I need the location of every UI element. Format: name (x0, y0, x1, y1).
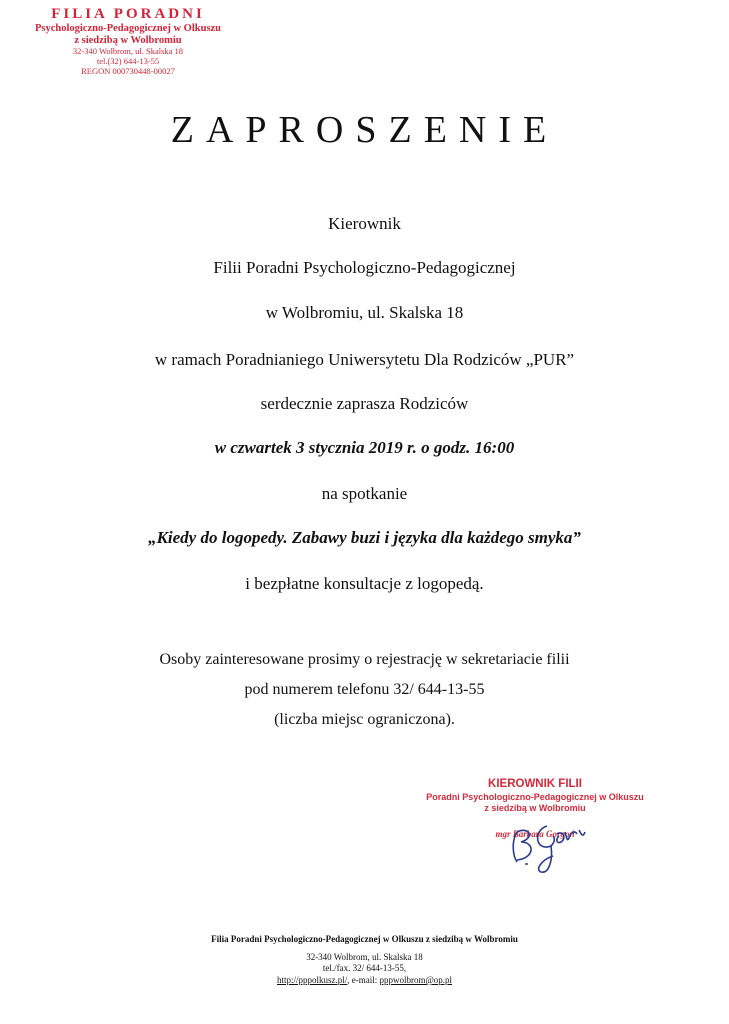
registration-line: Osoby zainteresowane prosimy o rejestrację w sekretariacie filii (159, 651, 570, 668)
stamp-address: 32-340 Wolbrom, ul. Skalska 18 (72, 46, 184, 57)
institution-stamp (28, 6, 228, 77)
document-footer (0, 934, 729, 987)
body-line: na spotkanie (321, 484, 408, 503)
registration-phone: pod numerem telefonu 32/ 644-13-55 (244, 681, 485, 698)
stamp-line: Poradni Psychologiczno-Pedagogicznej w Olkuszu (426, 791, 644, 802)
website-link[interactable]: http://pppolkusz.pl/ (276, 975, 348, 986)
email-link[interactable]: pppwolbrom@op.pl (379, 975, 453, 986)
stamp-title: FILIA PORADNI (51, 6, 205, 22)
footer-contact (0, 975, 729, 987)
event-topic: „Kiedy do logopedy. Zabawy buzi i języka dla każdego smyka” (148, 528, 581, 547)
body-line: Kierownik (328, 214, 401, 233)
stamp-line: Psychologiczno-Pedagogicznej w Olkuszu (34, 23, 222, 35)
body-line: i bezpłatne konsultacje z logopedą. (245, 574, 484, 593)
footer-phone: tel./fax. 32/ 644-13-55, (322, 963, 407, 974)
email-label: , e-mail: (347, 975, 378, 986)
handwritten-signature (495, 812, 605, 882)
stamp-line: z siedzibą w Wolbromiu (484, 802, 586, 813)
stamp-title: KIEROWNIK FILII (488, 778, 582, 790)
body-line: w Wolbromiu, ul. Skalska 18 (265, 303, 464, 322)
registration-note: (liczba miejsc ograniczona). (274, 711, 455, 728)
footer-address: 32-340 Wolbrom, ul. Skalska 18 (306, 951, 423, 962)
stamp-phone: tel.(32) 644-13-55 (96, 56, 160, 67)
body-line: w ramach Poradnianiego Uniwersytetu Dla Rodziców „PUR” (154, 350, 575, 369)
stamp-name: mgr Barbara Gorgoń (495, 829, 575, 840)
stamp-regon: REGON 000730448-00027 (81, 65, 175, 76)
document-title: ZAPROSZENIE (170, 109, 559, 151)
footer-institution: Filia Poradni Psychologiczno-Pedagogicznej w Olkuszu z siedzibą w Wolbromiu (211, 934, 518, 944)
event-date: w czwartek 3 stycznia 2019 r. o godz. 16:00 (214, 438, 515, 457)
stamp-line: z siedzibą w Wolbromiu (74, 35, 182, 47)
body-line: Filii Poradni Psychologiczno-Pedagogicznej (213, 258, 516, 277)
body-line: serdecznie zaprasza Rodziców (260, 394, 469, 413)
